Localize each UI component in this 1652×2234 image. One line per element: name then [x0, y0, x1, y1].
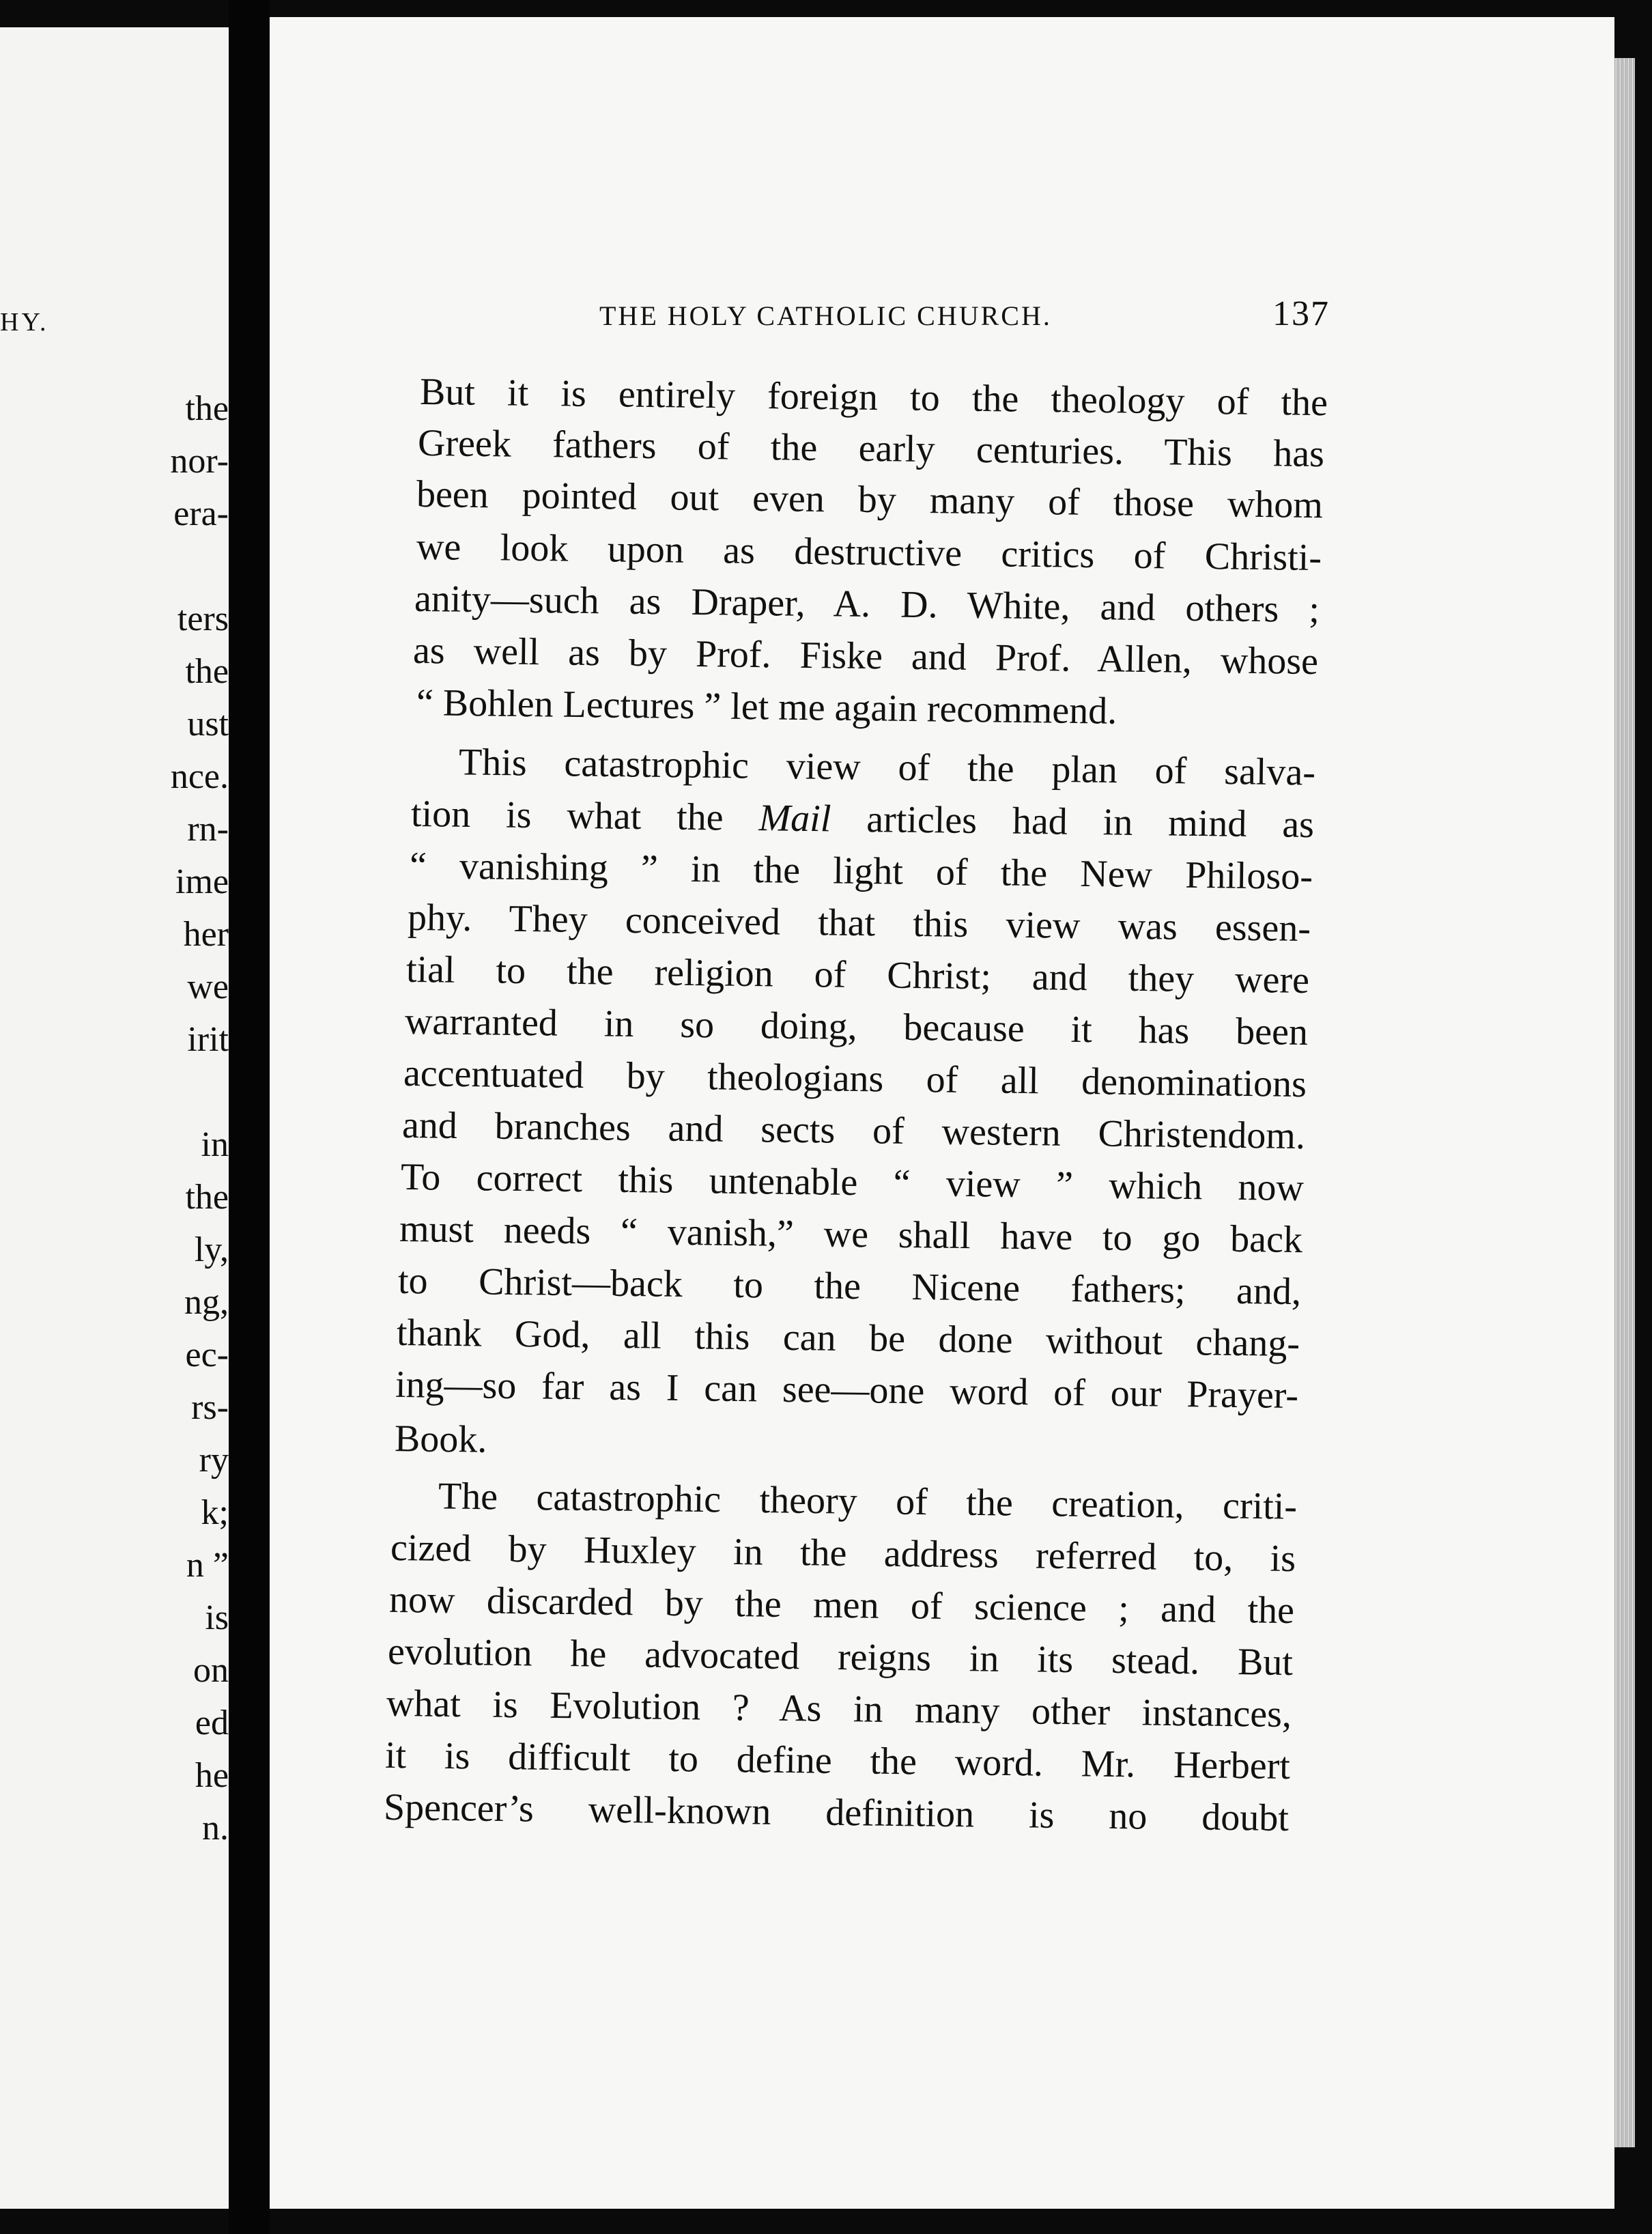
previous-page-fragment: n ” — [186, 1546, 229, 1585]
text-line: But it is entirely foreign to the theology of the — [419, 370, 1328, 425]
previous-page-fragment — [170, 1066, 229, 1118]
text-line: ing—so far as I can see—one word of our Prayer- — [395, 1363, 1299, 1417]
previous-page-line-fragments — [170, 382, 229, 1854]
text-line: warranted in so doing, because it has been — [404, 1000, 1309, 1054]
previous-page-fragment: rs- — [191, 1388, 229, 1427]
previous-page-fragment: ters — [177, 599, 229, 638]
previous-page-fragment: we — [187, 967, 229, 1006]
text-line: The catastrophic theory of the creation, criti- — [438, 1475, 1298, 1528]
previous-page-fragment: ust — [187, 705, 229, 744]
previous-page-fragment: ec- — [185, 1335, 229, 1374]
previous-page-fragment: the — [185, 652, 229, 691]
previous-page-fragment — [170, 540, 229, 593]
previous-page-fragment: era- — [173, 494, 229, 533]
previous-page-fragment: ly, — [194, 1230, 229, 1269]
previous-page-fragment: nor- — [170, 442, 229, 481]
text-line: Spencer’s well-known definition is no doubt — [383, 1785, 1290, 1840]
previous-page-fragment: her — [183, 915, 229, 954]
previous-page-header: HY. — [0, 308, 49, 337]
text-line: “ vanishing ” in the light of the New Philoso- — [409, 844, 1313, 899]
text-line: “ Bohlen Lectures ” let me again recommend. — [416, 681, 1117, 733]
previous-page-fragment: ime — [175, 862, 229, 901]
text-line: anity—such as Draper, A. D. White, and others ; — [414, 577, 1320, 632]
running-header — [599, 294, 1330, 334]
previous-page-fragment: nce. — [170, 757, 229, 796]
previous-page-fragment: he — [195, 1756, 229, 1795]
text-line: been pointed out even by many of those whom — [416, 472, 1324, 527]
previous-page-fragment: in — [201, 1125, 229, 1164]
previous-page-fragment: the — [185, 389, 229, 428]
italic-title: Mail — [758, 797, 831, 840]
text-line: we look upon as destructive critics of Christi- — [416, 525, 1322, 580]
text-line: cized by Huxley in the address referred to, is — [390, 1526, 1296, 1581]
page-edges — [1614, 58, 1635, 2147]
text-line: to Christ—back to the Nicene fathers; and, — [397, 1259, 1302, 1314]
previous-page-fragment: ed — [195, 1703, 229, 1742]
text-line: accentuated by theologians of all denominations — [403, 1051, 1307, 1106]
previous-page-fragment: n. — [202, 1809, 229, 1848]
page-number: 137 — [1272, 294, 1330, 333]
text-line: now discarded by the men of science ; and the — [388, 1578, 1295, 1632]
text-line: what is Evolution ? As in many other instances, — [386, 1682, 1292, 1736]
text-line: as well as by Prof. Fiske and Prof. Allen, whose — [412, 629, 1319, 683]
previous-page-fragment: is — [205, 1598, 229, 1637]
previous-page-fragment: the — [185, 1178, 229, 1217]
text-line: phy. They conceived that this view was essen- — [407, 896, 1311, 950]
text-line: and branches and sects of western Christendom. — [401, 1103, 1306, 1158]
text-line: thank God, all this can be done without chang- — [396, 1311, 1300, 1366]
text-line: tion is what the Mail articles had in mind as — [410, 792, 1315, 847]
text-line: tial to the religion of Christ; and they were — [405, 948, 1310, 1002]
text-line: must needs “ vanish,” we shall have to go back — [399, 1207, 1303, 1262]
previous-page-fragment: ry — [199, 1441, 229, 1480]
text-line: it is difficult to define the word. Mr. Herbert — [384, 1734, 1291, 1788]
text-line: evolution he advocated reigns in its stead. But — [387, 1630, 1294, 1684]
text-line: Book. — [394, 1417, 487, 1461]
previous-page-fragment: ng, — [184, 1283, 229, 1322]
previous-page-fragment: rn- — [187, 810, 229, 849]
book-gutter — [229, 0, 270, 2234]
previous-page-fragment: irit — [187, 1020, 229, 1059]
text-line: This catastrophic view of the plan of salva- — [458, 741, 1316, 794]
previous-page-edge — [0, 27, 229, 2209]
previous-page-fragment: on — [193, 1651, 229, 1690]
running-header-title: THE HOLY CATHOLIC CHURCH. — [599, 300, 1052, 331]
text-line: Greek fathers of the early centuries. This has — [417, 421, 1325, 476]
previous-page-fragment: k; — [201, 1493, 229, 1532]
text-line: To correct this untenable “ view ” which now — [400, 1155, 1305, 1210]
